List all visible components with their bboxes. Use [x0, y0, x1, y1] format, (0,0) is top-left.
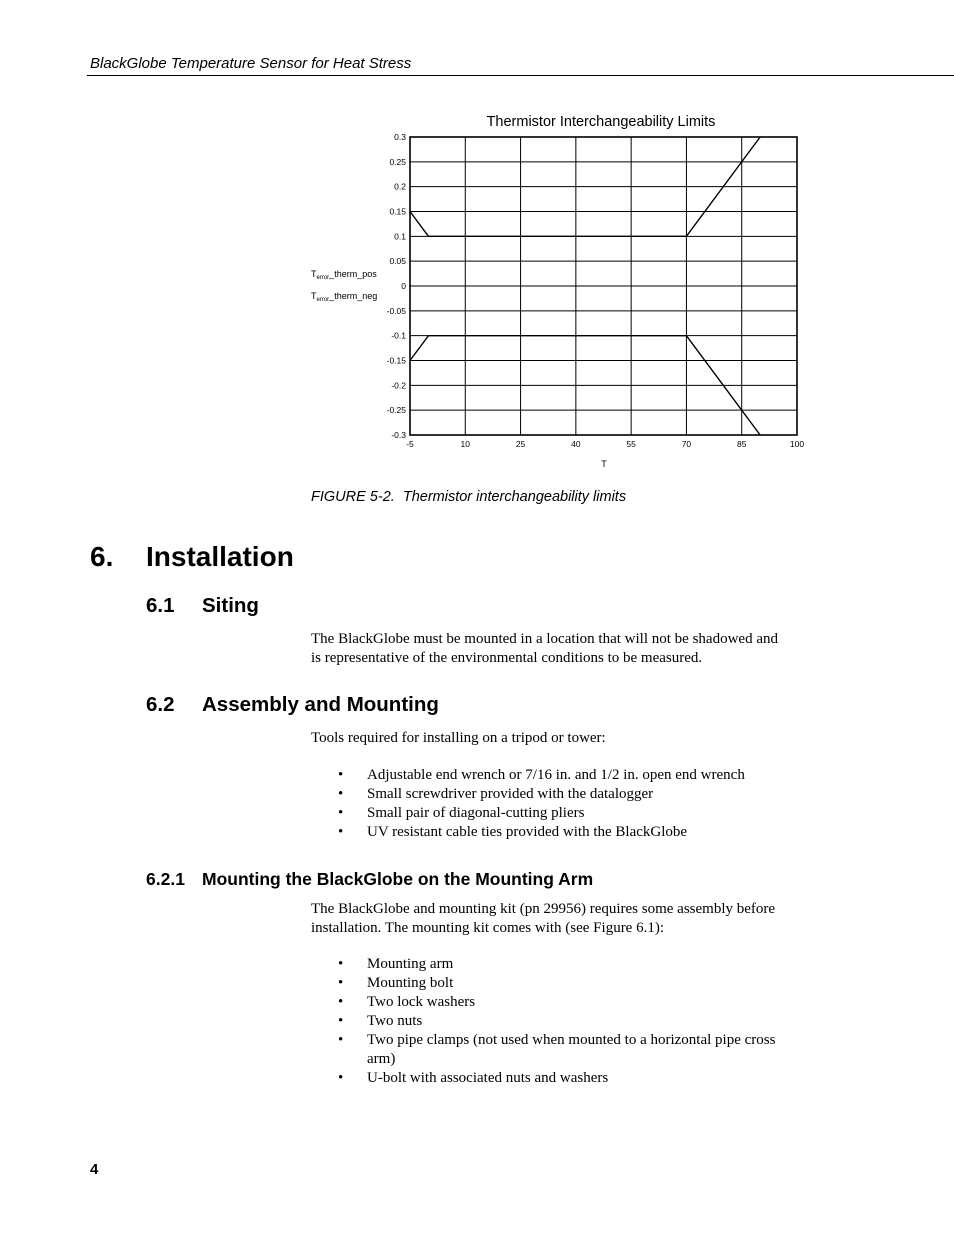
chart-grid — [410, 137, 797, 435]
text-line: The BlackGlobe and mounting kit (pn 29956) requires some assembly before — [311, 901, 776, 917]
section-6-2-number: 6.2 — [146, 693, 175, 716]
y-tick-label: 0.1 — [394, 231, 406, 242]
legend-therm-neg: $T_{error}\_therm\_neg$ — [311, 291, 378, 303]
list-item: • Mounting arm — [311, 955, 801, 974]
list-item: • Adjustable end wrench or 7/16 in. and 1/2 in. open end wrench — [311, 766, 811, 785]
thermistor-chart — [300, 105, 820, 477]
list-item: • U-bolt with associated nuts and washers — [311, 1069, 801, 1088]
y-tick-label: 0.2 — [394, 181, 406, 192]
y-tick-labels — [387, 132, 407, 440]
text-line: installation. The mounting kit comes with (see Figure 6.1): — [311, 919, 665, 936]
section-6-title: Installation — [146, 541, 294, 572]
x-tick-label: 70 — [681, 439, 692, 449]
x-tick-label: 55 — [626, 439, 636, 449]
page-number: 4 — [90, 1161, 99, 1178]
section-6-2-1-number: 6.2.1 — [146, 869, 185, 889]
siting-paragraph — [311, 630, 811, 667]
x-tick-label: 25 — [515, 439, 526, 449]
x-tick-label: 85 — [736, 439, 747, 449]
section-6-1-title: Siting — [202, 594, 259, 617]
x-tick-label: 40 — [571, 439, 581, 449]
y-tick-label: -0.15 — [386, 355, 406, 366]
header-rule — [87, 75, 954, 76]
list-item: • Two nuts — [311, 1012, 801, 1031]
y-tick-label: -0.1 — [391, 330, 406, 341]
list-item: • Two pipe clamps (not used when mounted to a horizontal pipe cross arm) — [311, 1031, 801, 1069]
x-tick-label: 100 — [789, 439, 805, 449]
mounting-kit-list — [311, 955, 801, 1088]
x-axis-label: T — [601, 459, 607, 469]
y-tick-label: -0.05 — [386, 305, 406, 316]
y-tick-label: -0.3 — [391, 430, 406, 440]
y-tick-label: 0.25 — [389, 156, 406, 167]
y-tick-label: 0.15 — [389, 206, 406, 217]
y-tick-label: -0.25 — [386, 405, 406, 416]
list-item: • Small screwdriver provided with the datalogger — [311, 785, 811, 804]
running-header: BlackGlobe Temperature Sensor for Heat Stress — [90, 55, 412, 72]
section-6-1-number: 6.1 — [146, 594, 175, 617]
y-tick-label: 0.3 — [394, 132, 406, 142]
list-item: • Mounting bolt — [311, 974, 801, 993]
legend-therm-pos: $T_{error}\_therm\_pos$ — [311, 269, 377, 281]
section-6-2-title: Assembly and Mounting — [202, 693, 439, 716]
tools-intro: Tools required for installing on a tripod or tower: — [311, 730, 606, 746]
list-item: • Two lock washers — [311, 993, 801, 1012]
mounting-kit-paragraph — [311, 900, 811, 937]
section-6-number: 6. — [90, 541, 114, 572]
y-tick-label: 0.05 — [389, 256, 406, 267]
y-tick-label: -0.2 — [391, 380, 406, 391]
tools-list — [311, 766, 811, 842]
figure-caption: FIGURE 5-2. Thermistor interchangeability limits — [311, 489, 627, 505]
y-tick-label: 0 — [401, 281, 406, 291]
list-item: • UV resistant cable ties provided with the BlackGlobe — [311, 823, 811, 842]
text-line: The BlackGlobe must be mounted in a location that will not be shadowed and — [311, 631, 778, 647]
chart-title: Thermistor Interchangeability Limits — [486, 114, 716, 130]
section-6-2-1-title: Mounting the BlackGlobe on the Mounting Arm — [202, 869, 594, 889]
list-item: • Small pair of diagonal-cutting pliers — [311, 804, 811, 823]
x-tick-label: 10 — [460, 439, 471, 449]
x-tick-label: -5 — [406, 439, 414, 449]
text-line: is representative of the environmental conditions to be measured. — [311, 649, 703, 666]
x-tick-labels — [406, 439, 804, 449]
